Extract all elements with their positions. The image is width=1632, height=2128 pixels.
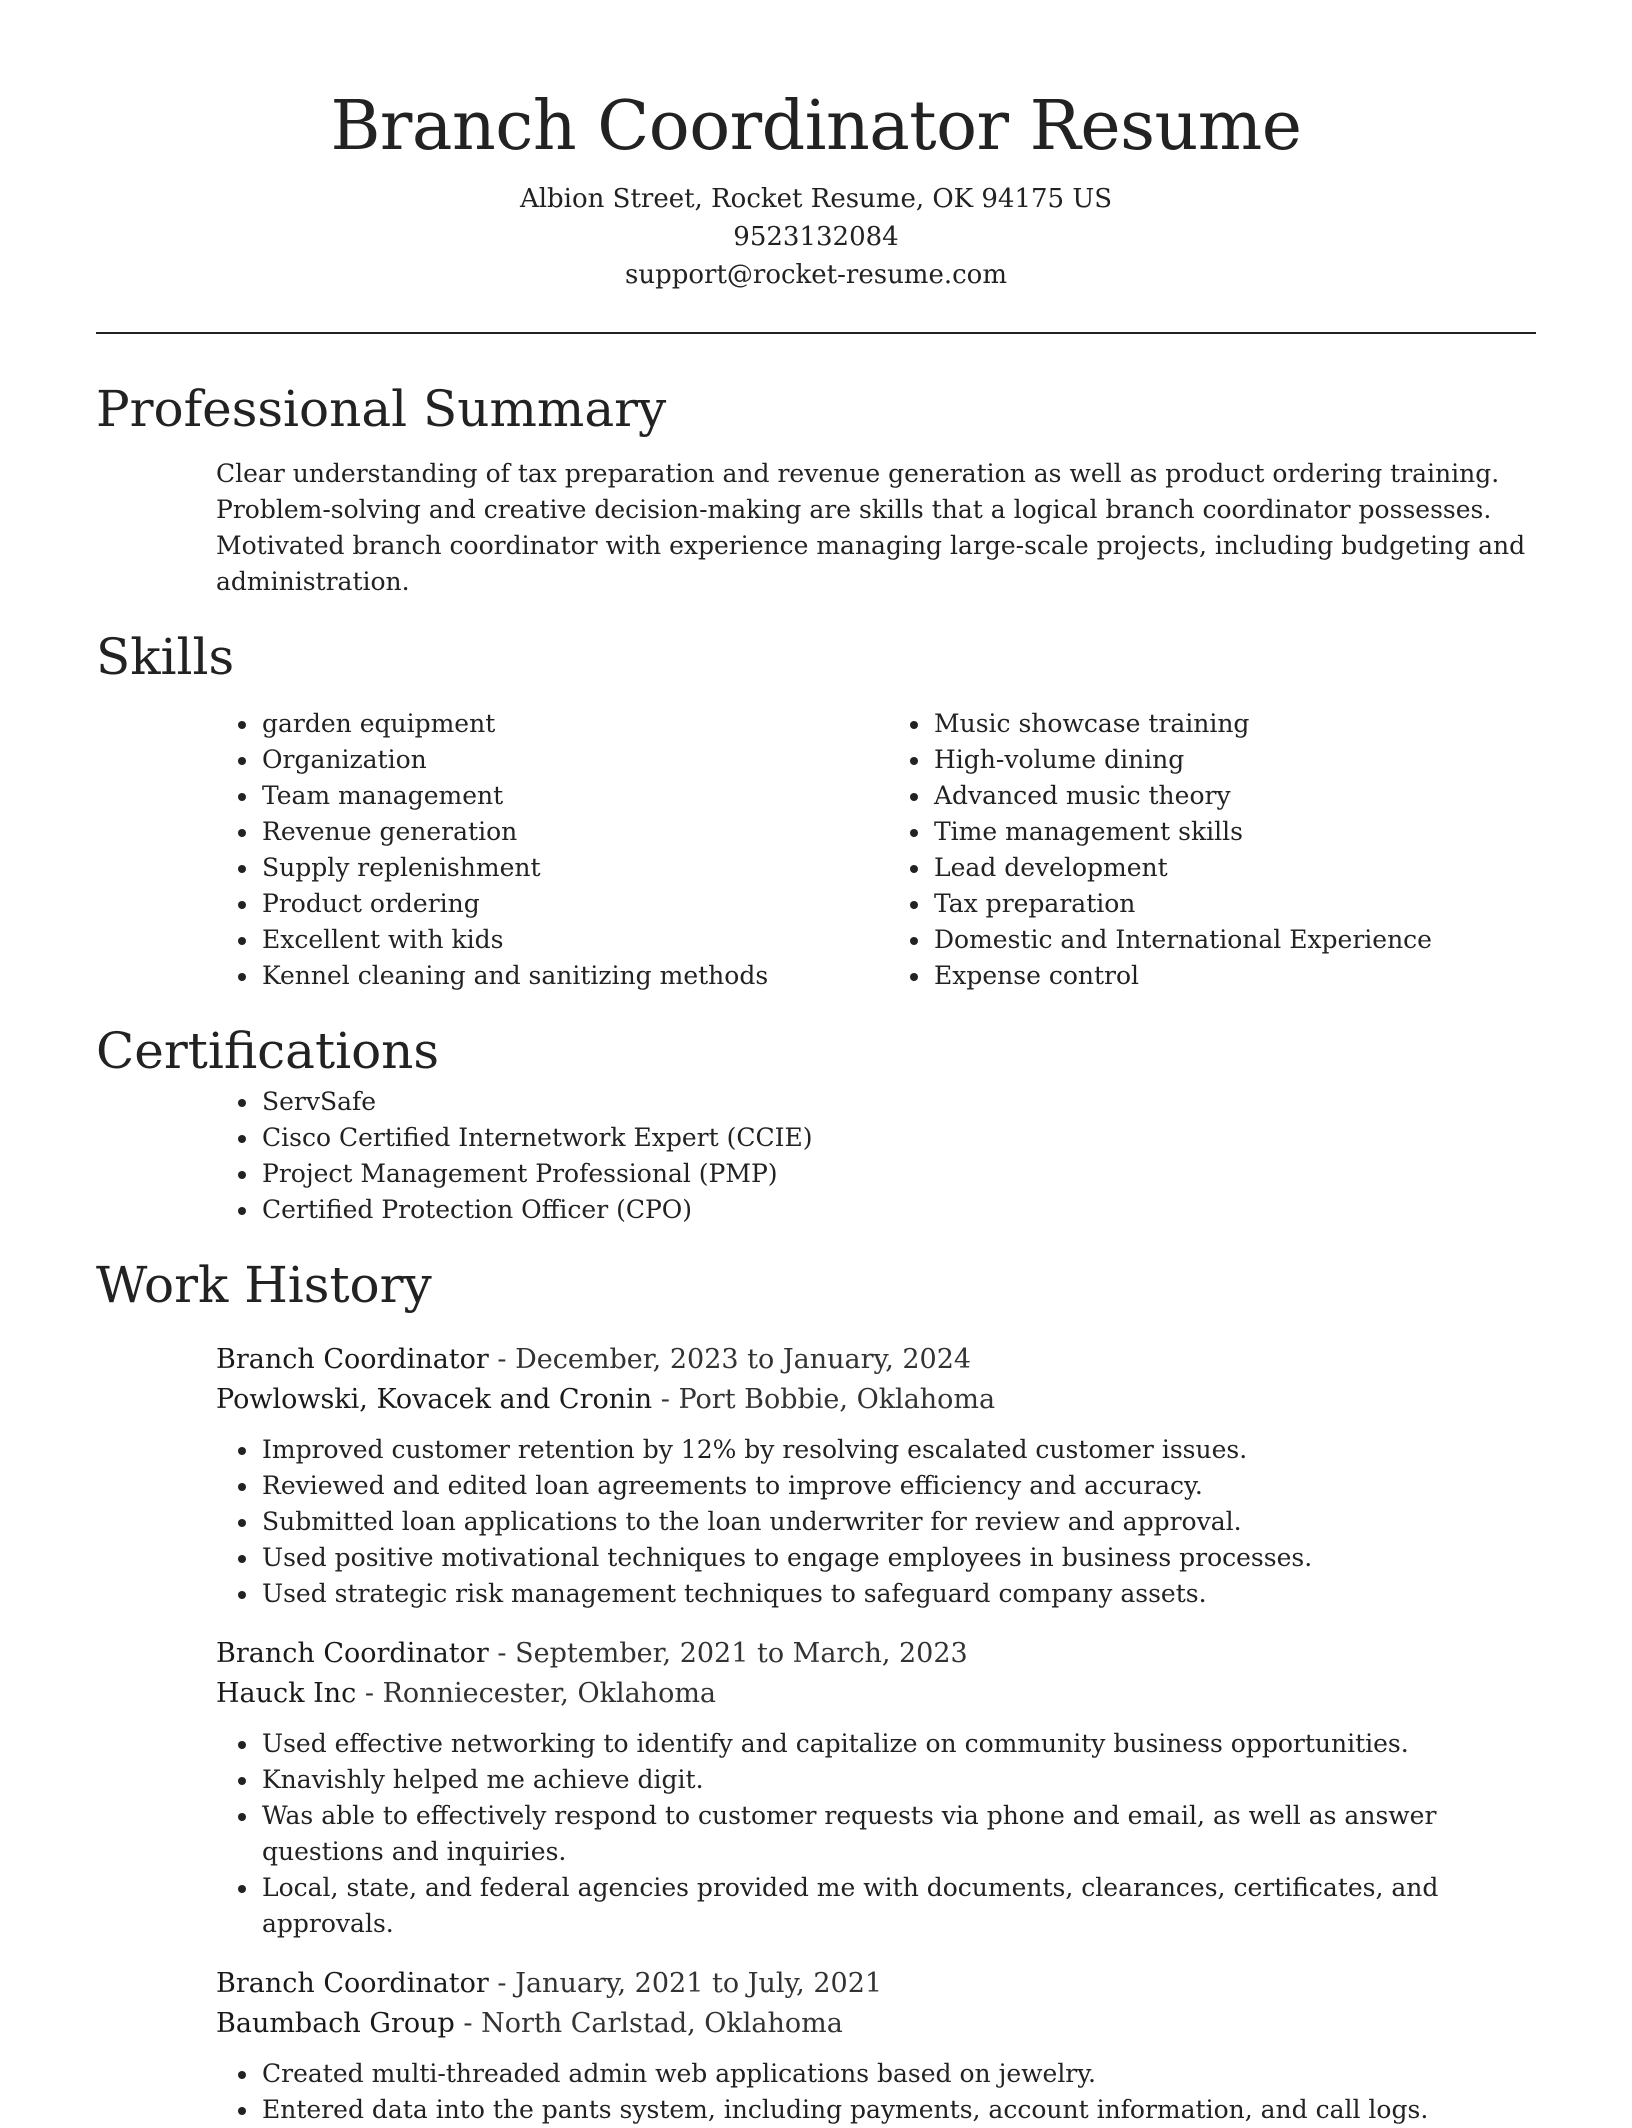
header-divider — [96, 332, 1536, 334]
job-title: Branch Coordinator — [216, 1638, 489, 1669]
job-bullets — [96, 2056, 1536, 2128]
job-bullet: • Improved customer retention by 12% by resolving escalated customer issues. — [260, 1432, 1536, 1468]
job-bullet: • Submitted loan applications to the loan underwriter for review and approval. — [260, 1504, 1536, 1540]
job-location: Port Bobbie, Oklahoma — [678, 1384, 996, 1415]
skills-column-right — [910, 706, 1432, 994]
job-company: Hauck Inc — [216, 1678, 357, 1709]
skills-column-left — [96, 706, 910, 994]
job-entry — [96, 1964, 1536, 2128]
certifications-heading: Certifications — [96, 1022, 440, 1080]
job-entry — [96, 1340, 1536, 1612]
skill-item: • Tax preparation — [932, 886, 1432, 922]
certification-item: • Certified Protection Officer (CPO) — [260, 1192, 1536, 1228]
contact-address: Albion Street, Rocket Resume, OK 94175 US — [519, 184, 1113, 214]
certification-item: • Cisco Certified Internetwork Expert (CCIE) — [260, 1120, 1536, 1156]
job-separator: - — [364, 1678, 383, 1709]
job-title: Branch Coordinator — [216, 1344, 489, 1375]
job-location: North Carlstad, Oklahoma — [481, 2008, 843, 2039]
job-bullet: • Was able to effectively respond to customer requests via phone and email, as well as answer questions and inquiries. — [260, 1798, 1536, 1870]
skill-item: • Domestic and International Experience — [932, 922, 1432, 958]
skill-item: • Kennel cleaning and sanitizing methods — [260, 958, 910, 994]
contact-phone: 9523132084 — [733, 222, 899, 252]
skill-item: • garden equipment — [260, 706, 910, 742]
job-company: Powlowski, Kovacek and Cronin — [216, 1384, 653, 1415]
job-company-line — [216, 1674, 1536, 1714]
skill-item: • Music showcase training — [932, 706, 1432, 742]
skill-item: • Advanced music theory — [932, 778, 1432, 814]
job-dates: September, 2021 to March, 2023 — [515, 1638, 968, 1669]
job-bullets — [96, 1432, 1536, 1612]
summary-text: Clear understanding of tax preparation and revenue generation as well as product ordering training. Problem-solving and creative decision-making are skills that a logical branch coordinator possesses. Motivated branch coordinator with experience managing large-scale projects, including budgeting and administration. — [216, 459, 1526, 596]
job-company-line — [216, 1380, 1536, 1420]
skill-item: • Organization — [260, 742, 910, 778]
skills-list — [96, 706, 1536, 994]
job-title-line — [216, 1634, 1536, 1674]
job-bullet: • Reviewed and edited loan agreements to improve efficiency and accuracy. — [260, 1468, 1536, 1504]
job-dates: December, 2023 to January, 2024 — [515, 1344, 972, 1375]
skill-item: • Team management — [260, 778, 910, 814]
job-bullets — [96, 1726, 1536, 1942]
job-title-line — [216, 1340, 1536, 1380]
resume-page — [96, 0, 1536, 2128]
skill-item: • Time management skills — [932, 814, 1432, 850]
job-separator: - — [660, 1384, 679, 1415]
job-bullet: • Entered data into the pants system, including payments, account information, and call logs. — [260, 2092, 1536, 2128]
job-entry — [96, 1634, 1536, 1942]
contact-email: support@rocket-resume.com — [624, 260, 1007, 290]
job-bullet: • Used effective networking to identify and capitalize on community business opportunities. — [260, 1726, 1536, 1762]
job-location: Ronniecester, Oklahoma — [382, 1678, 717, 1709]
skill-item: • Lead development — [932, 850, 1432, 886]
job-bullet: • Local, state, and federal agencies provided me with documents, clearances, certificates, and approvals. — [260, 1870, 1536, 1942]
job-separator: - — [497, 1968, 516, 1999]
job-company: Baumbach Group — [216, 2008, 455, 2039]
job-bullet: • Created multi-threaded admin web applications based on jewelry. — [260, 2056, 1536, 2092]
job-separator: - — [463, 2008, 482, 2039]
work-history-heading: Work History — [96, 1256, 432, 1314]
certification-item: • Project Management Professional (PMP) — [260, 1156, 1536, 1192]
job-bullet: • Used positive motivational techniques to engage employees in business processes. — [260, 1540, 1536, 1576]
skill-item: • High-volume dining — [932, 742, 1432, 778]
skill-item: • Excellent with kids — [260, 922, 910, 958]
summary-heading: Professional Summary — [96, 380, 667, 438]
job-dates: January, 2021 to July, 2021 — [515, 1968, 883, 1999]
job-separator: - — [497, 1638, 516, 1669]
contact-block — [96, 180, 1536, 294]
certifications-list — [96, 1084, 1536, 1228]
resume-title: Branch Coordinator Resume — [330, 87, 1302, 166]
skill-item: • Supply replenishment — [260, 850, 910, 886]
job-title-line — [216, 1964, 1536, 2004]
job-bullet: • Used strategic risk management techniques to safeguard company assets. — [260, 1576, 1536, 1612]
job-separator: - — [497, 1344, 516, 1375]
skill-item: • Expense control — [932, 958, 1432, 994]
job-title: Branch Coordinator — [216, 1968, 489, 1999]
job-company-line — [216, 2004, 1536, 2044]
job-bullet: • Knavishly helped me achieve digit. — [260, 1762, 1536, 1798]
certification-item: • ServSafe — [260, 1084, 1536, 1120]
skill-item: • Product ordering — [260, 886, 910, 922]
skill-item: • Revenue generation — [260, 814, 910, 850]
skills-heading: Skills — [96, 628, 235, 686]
